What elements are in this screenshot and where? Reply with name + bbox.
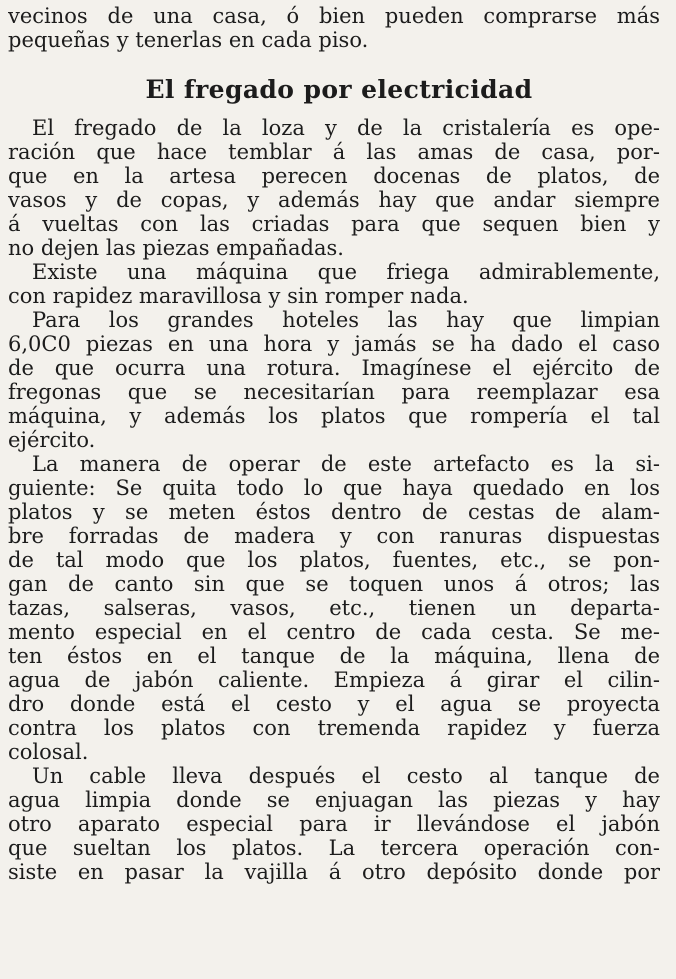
text-line: agua de jabón caliente. Empieza á girar el cilin-: [8, 668, 660, 692]
text-line: guiente: Se quita todo lo que haya quedado en los: [8, 476, 660, 500]
text-line: bre forradas de madera y con ranuras dispuestas: [8, 524, 660, 548]
paragraph-3: [8, 308, 660, 452]
text-line: colosal.: [8, 740, 89, 764]
text-line: fregonas que se necesitarían para reemplazar esa: [8, 380, 660, 404]
text-line: Un cable lleva después el cesto al tanque de: [32, 764, 660, 788]
paragraph-5: [8, 764, 660, 884]
text-line: platos y se meten éstos dentro de cestas de alam-: [8, 500, 660, 524]
text-line: de tal modo que los platos, fuentes, etc., se pon-: [8, 548, 660, 572]
text-line: El fregado de la loza y de la cristalería es ope-: [32, 116, 660, 140]
text-line: siste en pasar la vajilla á otro depósito donde por: [8, 860, 660, 884]
text-line: á vueltas con las criadas para que sequen bien y: [8, 212, 660, 236]
text-line: que sueltan los platos. La tercera operación con-: [8, 836, 660, 860]
paragraph-2: [8, 260, 660, 308]
text-line: Existe una máquina que friega admirablemente,: [32, 260, 660, 284]
text-line: otro aparato especial para ir llevándose el jabón: [8, 812, 660, 836]
paragraph-4: [8, 452, 660, 764]
intro-paragraph: [8, 4, 660, 52]
text-line: contra los platos con tremenda rapidez y fuerza: [8, 716, 660, 740]
text-line: La manera de operar de este artefacto es la si-: [32, 452, 660, 476]
text-line: ración que hace temblar á las amas de casa, por-: [8, 140, 660, 164]
text-line: ten éstos en el tanque de la máquina, llena de: [8, 644, 660, 668]
text-line: ejército.: [8, 428, 96, 452]
text-line: 6,0C0 piezas en una hora y jamás se ha dado el caso: [8, 332, 660, 356]
text-line: pequeñas y tenerlas en cada piso.: [8, 28, 369, 52]
text-line: gan de canto sin que se toquen unos á otros; las: [8, 572, 660, 596]
text-line: de que ocurra una rotura. Imagínese el ejército de: [8, 356, 660, 380]
text-line: agua limpia donde se enjuagan las piezas y hay: [8, 788, 660, 812]
text-line: vecinos de una casa, ó bien pueden comprarse más: [8, 4, 660, 28]
text-line: que en la artesa perecen docenas de platos, de: [8, 164, 660, 188]
paragraph-1: [8, 116, 660, 260]
article-heading: El fregado por electricidad: [145, 75, 533, 104]
text-line: con rapidez maravillosa y sin romper nada.: [8, 284, 469, 308]
text-line: no dejen las piezas empañadas.: [8, 236, 344, 260]
text-line: dro donde está el cesto y el agua se proyecta: [8, 692, 660, 716]
text-line: vasos y de copas, y además hay que andar siempre: [8, 188, 660, 212]
text-line: Para los grandes hoteles las hay que limpian: [32, 308, 660, 332]
text-line: tazas, salseras, vasos, etc., tienen un departa-: [8, 596, 660, 620]
text-line: máquina, y además los platos que rompería el tal: [8, 404, 660, 428]
text-line: mento especial en el centro de cada cesta. Se me-: [8, 620, 660, 644]
